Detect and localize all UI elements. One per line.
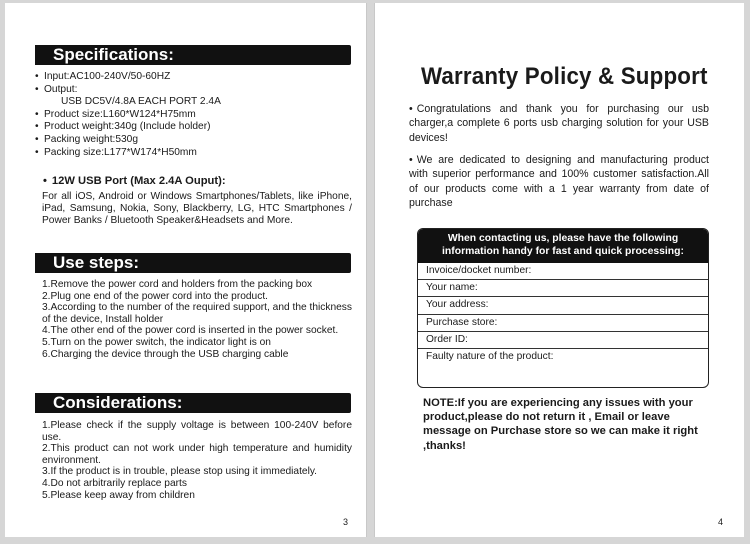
specifications-list <box>35 71 355 159</box>
considerations-header <box>35 393 351 413</box>
spec-item: • Product size:L160*W124*H75mm <box>35 108 196 120</box>
form-header-line: information handy for fast and quick processing: <box>442 246 684 257</box>
list-item: 6.Charging the device through the USB charging cable <box>42 348 289 360</box>
list-item: 4.Do not arbitrarily replace parts <box>42 477 187 489</box>
list-item: 4.The other end of the power cord is inserted in the power socket. <box>42 325 339 337</box>
specifications-header <box>35 45 351 65</box>
left-page <box>5 3 367 537</box>
form-field-purchase-store: Purchase store: <box>418 315 708 332</box>
usb-port-heading: • 12W USB Port (Max 2.4A Ouput): <box>43 175 226 187</box>
use-steps-header <box>35 253 351 273</box>
dedication-paragraph: • We are dedicated to designing and manufacturing product with superior performance and 100% customer satisfaction.All of our products come with a 1 year warranty from date of purchase <box>409 154 709 210</box>
form-field-invoice: Invoice/docket number: <box>418 263 708 280</box>
considerations-heading: Considerations: <box>53 393 183 412</box>
list-item: 5.Turn on the power switch, the indicator light is on <box>42 336 271 348</box>
list-item: 1.Remove the power cord and holders from the packing box <box>42 279 313 290</box>
form-field-faulty-nature: Faulty nature of the product: <box>426 350 554 362</box>
list-item: 1.Please check if the supply voltage is between 100-240V before use. <box>42 420 352 443</box>
right-page <box>374 3 744 537</box>
spec-item: • Product weight:340g (Include holder) <box>35 121 211 133</box>
considerations-list <box>42 420 352 501</box>
usb-port-description: For all iOS, Android or Windows Smartphones/Tablets, like iPhone, iPad, Samsung, Nokia, Sony, Blackberry, LG, HTC Smartphones / Power Banks / Bluetooth Speaker&Headsets and More. <box>42 191 352 227</box>
spec-item: • Output: <box>35 83 78 95</box>
form-field-address: Your address: <box>418 297 708 314</box>
list-item: 5.Please keep away from children <box>42 489 195 501</box>
page-number: 3 <box>343 517 349 527</box>
form-field-name: Your name: <box>418 280 708 297</box>
contact-info-form <box>417 228 709 388</box>
spec-item: • Input:AC100-240V/50-60HZ <box>35 71 171 82</box>
spec-item: • Packing size:L177*W174*H50mm <box>35 146 197 158</box>
form-field-order-id: Order ID: <box>418 332 708 349</box>
congratulations-paragraph: • Congratulations and thank you for purchasing our usb charger,a complete 6 ports usb charging solution for your USB devices! <box>409 103 709 144</box>
form-header <box>418 229 708 263</box>
list-item: 2.Plug one end of the power cord into the product. <box>42 290 268 302</box>
page-number: 4 <box>718 517 724 527</box>
use-steps-list <box>42 279 352 360</box>
spec-item: • Packing weight:530g <box>35 133 139 145</box>
use-steps-heading: Use steps: <box>53 253 139 272</box>
specifications-heading: Specifications: <box>53 45 174 64</box>
list-item: 3.If the product is in trouble, please stop using it immediately. <box>42 466 318 478</box>
page-title: Warranty Policy & Support <box>421 63 708 90</box>
spec-output-detail: USB DC5V/4.8A EACH PORT 2.4A <box>61 96 221 108</box>
list-item: 2.This product can not work under high temperature and humidity environment. <box>42 443 352 466</box>
list-item: 3.According to the number of the required support, and the thickness of the device, Install holder <box>42 302 352 325</box>
note-text: NOTE:If you are experiencing any issues with your product,please do not return it , Email or leave message on Purchase store so we can make it right ,thanks! <box>423 397 698 452</box>
form-header-line: When contacting us, please have the following <box>447 233 679 244</box>
